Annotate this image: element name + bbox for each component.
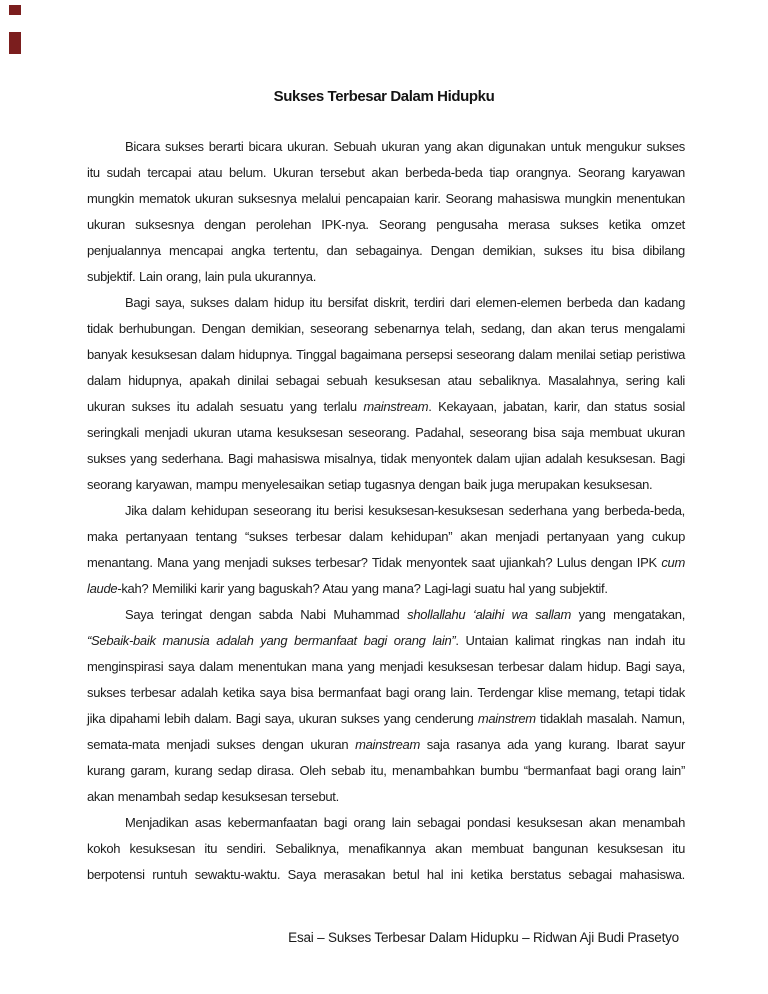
text-segment: Bicara sukses berarti bicara ukuran. Sebuah ukuran yang akan digunakan untuk mengukur sukses itu sudah tercapai atau belum. Ukuran tersebut akan berbeda-beda tiap orangnya. Seorang karyawan mungkin mematok ukuran suksesnya melalui pencapaian karir. Seorang mahasiswa mungkin menentukan ukuran suksesnya dengan perolehan IPK-nya. Seorang pengusaha merasa sukses ketika omzet penjualannya mencapai angka tertentu, dan sebagainya. Dengan demikian, sukses itu bisa dibilang subjektif. Lain orang, lain pula ukurannya. <box>87 139 685 284</box>
italic-text-segment: cum laude <box>87 555 685 596</box>
paragraph <box>87 810 685 888</box>
essay-title: Sukses Terbesar Dalam Hidupku <box>273 88 495 105</box>
red-corner-mark-bottom <box>9 32 21 54</box>
red-corner-mark-top <box>9 5 21 15</box>
italic-text-segment: mainstream <box>363 399 429 414</box>
paragraph <box>87 290 685 498</box>
paragraph <box>87 602 685 810</box>
text-segment: saja rasanya ada yang kurang. Ibarat sayur kurang garam, kurang sedap dirasa. Oleh sebab itu, menambahkan bumbu “bermanfaat bagi orang lain” akan menambah sedap kesuksesan tersebut. <box>87 737 685 804</box>
text-segment: Bagi saya, sukses dalam hidup itu bersifat diskrit, terdiri dari elemen-elemen berbeda dan kadang tidak berhubungan. Dengan demikian, seseorang sebenarnya telah, sedang, dan akan terus mengalami banyak kesuksesan dalam hidupnya. Tinggal bagaimana persepsi seseorang dalam menilai setiap peristiwa dalam hidupnya, apakah dinilai sebagai sebuah kesuksesan atau sebaliknya. Masalahnya, sering kali ukuran sukses itu adalah sesuatu yang terlalu <box>87 295 685 414</box>
essay-body <box>87 134 685 888</box>
text-segment: Menjadikan asas kebermanfaatan bagi orang lain sebagai pondasi kesuksesan akan menambah kokoh kesuksesan itu sendiri. Sebaliknya, menafikannya akan membuat bangunan kesuksesan itu berpotensi runtuh sewaktu-waktu. Saya merasakan betul hal ini ketika berstatus sebagai mahasiswa. <box>87 815 685 882</box>
italic-text-segment: mainstream <box>355 737 420 752</box>
paragraph <box>87 498 685 602</box>
text-segment: yang mengatakan, <box>570 607 686 622</box>
italic-text-segment: mainstrem <box>477 711 536 726</box>
text-segment: Saya teringat dengan sabda Nabi Muhammad <box>125 607 408 622</box>
italic-text-segment: “Sebaik-baik manusia adalah yang bermanfaat bagi orang lain” <box>87 633 456 648</box>
paragraph <box>87 134 685 290</box>
text-segment: . Kekayaan, jabatan, karir, dan status sosial seringkali menjadi ukuran utama kesuksesan seseorang. Padahal, seseorang bisa saja membuat ukuran sukses yang sederhana. Bagi mahasiswa misalnya, tidak menyontek dalam ujian adalah kesuksesan. Bagi seorang karyawan, mampu menyelesaikan setiap tugasnya dengan baik juga merupakan kesuksesan. <box>87 399 685 492</box>
italic-text-segment: shollallahu ‘alaihi wa sallam <box>407 607 571 622</box>
page-footer: Esai – Sukses Terbesar Dalam Hidupku – Ridwan Aji Budi Prasetyo <box>288 930 679 945</box>
text-segment: Jika dalam kehidupan seseorang itu berisi kesuksesan-kesuksesan sederhana yang berbeda-beda, maka pertanyaan tentang “sukses terbesar dalam kehidupan” akan menjadi pertanyaan yang cukup menantang. Mana yang menjadi sukses terbesar? Tidak menyontek saat ujiankah? Lulus dengan IPK <box>87 503 685 570</box>
text-segment: . Untaian kalimat ringkas nan indah itu menginspirasi saya dalam menentukan mana yang menjadi kesuksesan terbesar dalam hidup. Bagi saya, sukses terbesar adalah ketika saya bisa bermanfaat bagi orang lain. Terdengar klise memang, tetapi tidak jika dipahami lebih dalam. Bagi saya, ukuran sukses yang cenderung <box>87 633 686 726</box>
text-segment: tidaklah masalah. Namun, semata-mata menjadi sukses dengan ukuran <box>87 711 685 752</box>
text-segment: -kah? Memiliki karir yang baguskah? Atau yang mana? Lagi-lagi suatu hal yang subjektif. <box>117 581 608 596</box>
